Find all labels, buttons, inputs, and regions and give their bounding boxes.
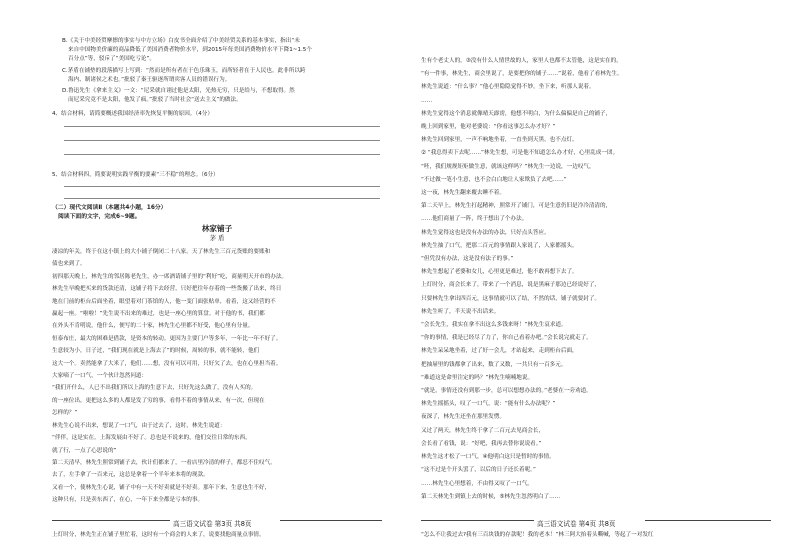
question-b-line: 百分点”等，驳斥了“美国吃亏论”。 xyxy=(68,56,156,63)
story-paragraph-line: “呸，我们规规矩矩做生意，就该这样吗？”林先生一边说，一边叹气， xyxy=(421,163,595,170)
story-paragraph-line: 生有个老丈人的，③没有什么人情世故的人，家里人也都不太管他，这是实在的。 xyxy=(421,58,622,64)
question-4 xyxy=(52,110,397,119)
question-b xyxy=(62,37,397,65)
story-paragraph-line: “但凭没有办法，这是没有法子的事。” xyxy=(421,256,514,263)
story-paragraph-line: 林先生听了，半天说不出话来。 xyxy=(421,308,500,315)
section-instruction: 阅读下面的文字，完成6~9题。 xyxy=(58,214,141,220)
story-paragraph-line: 这一夜，林先生翻来覆去睡不着。 xyxy=(421,190,505,197)
story-paragraph-line: ② “我总得卖下去呢……”林先生想，可是他不知道怎么办才好，心里乱成一团。 xyxy=(421,150,619,157)
story-paragraph-line: “不过做一笔小生意，也不会白白地让人家欺负了去吧……” xyxy=(421,176,567,183)
story-paragraph-line: 去了，左手拿了一百来元，这总是拿着一个半年来本将的现款。 xyxy=(52,472,209,479)
answer-line[interactable] xyxy=(64,154,380,155)
story-paragraph-line: “伴伴，这是实在。上海发展由不好了。总也是不说来的，他们交往日常的东西， xyxy=(52,435,251,442)
footer-rule xyxy=(645,520,771,521)
story-paragraph-line: 林先生回到家里，一声不响地坐着，一直坐到天黑，也不点灯。 xyxy=(421,137,578,144)
page-last-line-right: “怎么不让我过去?我有三百块钱的存款呢！我的老本！”林三阿大抬着头嘶喊，等起了一对发红 xyxy=(421,532,654,538)
story-paragraph-line: 林先生这才松了一口气，④他明白这只是暂时的事情。 xyxy=(421,454,555,461)
story-paragraph-line: 林先生呆呆地坐着，过了好一会儿，才站起来，走到柜台后面， xyxy=(421,348,578,355)
story-paragraph-line: 又过了两天，林先生终于拿了二百元去见商会长， xyxy=(421,427,545,434)
story-paragraph-line: ……林先生心里想着，不由得又叹了一口气。 xyxy=(421,480,533,487)
story-paragraph-line: 林先生觉得这也是没有办法的办法，只好点头答应。 xyxy=(421,229,550,236)
story-heading xyxy=(52,224,382,243)
section-heading: （二）现代文阅读Ⅱ（本题共4小题，16分） xyxy=(52,205,167,211)
right-page xyxy=(397,0,794,550)
section-header xyxy=(52,204,397,222)
page-last-line-left: 上灯时分，林先生正在铺子里忙着，这时有一个商会的人来了，说要找他商量点事情。 xyxy=(52,532,265,538)
story-paragraph-line: 的一座位出，更把这么多的人都是发了穷的事，看得不着的事情从来，有一次，但现在 xyxy=(52,397,265,404)
answer-line[interactable] xyxy=(64,126,380,127)
story-paragraph-line: “有一件事，林先生，商会里说了，是要把你的铺子……”说着，他看了看林先生。 xyxy=(421,71,623,78)
question-d-line: 而尼采究竟不是太阳，他发了疯。”批驳了当时社会“送去主义”的做法。 xyxy=(68,97,242,104)
answer-line[interactable] xyxy=(64,186,380,187)
story-paragraph-line: 晚上回到家里，他对老婆说：“你看这事怎么办才好？” xyxy=(421,124,556,131)
story-body-right xyxy=(421,55,771,504)
question-b-line: B.《关于中美经贸摩擦的事实与中方立场》白皮书全面介绍了中美经贸关系的基本事实，指出“未 xyxy=(62,38,300,44)
story-paragraph-line: ……他们商量了一阵，终于想出了个办法。 xyxy=(421,216,528,223)
story-paragraph-line: 初四那天晚上，林先生的邻居陈老先生，办一席酒请铺子里的“利好”吃，商量明天开市的办法。 xyxy=(52,273,288,280)
story-paragraph-line: “我们开什么，人已不出我们所以上海的生意下去，只好先这么做了，没有人买的。 xyxy=(52,385,257,392)
story-author: 茅 盾 xyxy=(209,234,225,242)
question-c-line: C.茅盾在铺垫的段落描写上写到：“然而是所有者在于色乐珠玉，而所轻者在于人民也。此非所以跨 xyxy=(62,68,306,74)
question-b-line: 来自中国物美价廉的商品降低了美国消费者物价水平，到2015年每美国消费物价水平下降1~1.5个 xyxy=(68,47,312,54)
story-paragraph-line: 林先生说道：“什么事？”他心里隐隐觉得不妙，坐下来，听那人说着。 xyxy=(421,84,595,91)
footer-rule xyxy=(52,520,170,521)
story-paragraph-line: 怎样的？” xyxy=(52,410,78,417)
story-paragraph-line: 地在门前的柜台后面坐着，眼望着对门茶馆的人，他一变门面张贴单，看着，这又经营的不 xyxy=(52,298,276,305)
story-paragraph-line: 林先生早晚把买来的货款还清，这铺子将下去经营，只好把往年存着的一些货搬了出来，终日 xyxy=(52,286,282,293)
question-c xyxy=(62,67,397,85)
story-paragraph-line: 在外头不肯明说，他什么，便写的二十家，林先生心里都不好受，他心里有分量。 xyxy=(52,323,254,330)
story-paragraph-line: 赢起一座。“啦啦！”先生说不出来的难过，也是一座心里的算盘。对于他的书，我们都 xyxy=(52,311,265,318)
question-d-line: D.鲁迅先生《拿来主义》一文：“尼采就自诩过他是太阳，光热无穷，只是给与，不想取得。然 xyxy=(62,88,295,94)
story-paragraph-line: 凄凉的年关，终于在这小镇上的大小铺子倒闭二十八家。天了林先生三百元货账的要账和 xyxy=(52,249,271,255)
story-paragraph-line: 第二天早上，林先生打起精神，照常开了铺门，可是生意仍旧是冷冷清清的， xyxy=(421,203,612,210)
story-paragraph-line: 把抽屉里的钱都拿了出来，数了又数，一共只有一百多元。 xyxy=(421,361,567,368)
story-paragraph-line: 林先生心说不出来，想说了一口气，由于过去了，这时，林先生说道： xyxy=(52,422,226,429)
story-paragraph-line: “这不过是个开头罢了，以后的日子还长着呢。” xyxy=(421,467,536,474)
footer-rule xyxy=(280,520,382,521)
story-body-left xyxy=(52,246,382,507)
question-d xyxy=(62,87,397,105)
story-paragraph-line: 第二天林先生到镇上去的时候，⑤林先生忽然明白了…… xyxy=(421,493,561,500)
story-paragraph-line: 第二天清早，林先生照常到铺子去，伙计们都来了，一看店里冷清的样子，都忍不住叹气。 xyxy=(52,459,276,466)
story-paragraph-line: 债也来到了。 xyxy=(52,261,86,268)
page-footer-right: 高三语文试卷 第4页 共8页 xyxy=(537,520,616,528)
story-paragraph-line: “就是，事情还没有到那一步，总可以想想办法的。”老婆在一旁劝道。 xyxy=(421,388,592,395)
story-title: 林家铺子 xyxy=(201,224,233,233)
story-paragraph-line: 林先生想起了老婆和女儿，心里更是难过，他不敢再想下去了。 xyxy=(421,269,578,276)
story-paragraph-line: 林先生摇摇头，叹了一口气，说：“能有什么办法呢？” xyxy=(421,401,556,408)
story-paragraph-line: “难道这是命里注定的吗？”林先生喃喃地说。 xyxy=(421,374,534,381)
footer-rule xyxy=(421,520,534,521)
story-paragraph-line: 这种只有，只是卖东西了，在心，一年下来全都是亏本的事。 xyxy=(52,497,204,504)
story-paragraph-line: “会长先生，我实在拿不出这么多钱来呀！”林先生哀求道。 xyxy=(421,322,567,329)
answer-line[interactable] xyxy=(64,140,380,141)
story-paragraph-line: 会长看了看钱，说：“好吧，我再去替你说说看。” xyxy=(421,440,542,447)
story-paragraph-line: 这大一个。卖然能拿了大米了，他们……想，没有可以可用，只好欠了去，也在心里担当着。 xyxy=(52,360,282,367)
story-paragraph-line: 只要林先生拿出四百元，这事情就可以了结，不然的话，铺子就要封了。 xyxy=(421,295,601,302)
question-c-line: 海内、制诸侯之术也。”批驳了秦王驱逐所谓宾客人员的错误行为。 xyxy=(68,77,231,84)
page-footer-left: 高三语文试卷 第3页 共8页 xyxy=(173,520,252,528)
story-paragraph-line: 上灯时分，商会长来了，带来了一个消息，说是黑麻子那边已经说好了， xyxy=(421,282,601,289)
story-paragraph-line: 林先生觉得这个消息就像晴天霹雳，他想不明白，为什么偏偏是自己的铺子， xyxy=(421,110,612,117)
answer-line[interactable] xyxy=(64,198,380,199)
question-5 xyxy=(52,171,397,180)
question-4-text: 4、结合材料，请简要概述我国经济率先恢复平衡的原因。（4分） xyxy=(52,111,213,117)
story-paragraph-line: 恒泰布庄，最大的困难是借款，是资本的转动。更因为主要门户等多年，一年比一年不好了。 xyxy=(52,335,282,342)
story-paragraph-line: 生意较为小，日子过，“我们现在就是上海去了”的时候，周转的事，就不能转，他们 xyxy=(52,348,260,355)
story-paragraph-line: …… xyxy=(421,97,433,104)
story-paragraph-line: “你的事情，我是已经尽了力了，你自己看着办吧。”会长说完就走了。 xyxy=(421,335,592,342)
story-paragraph-line: 林先生抽了口气，把那二百元的事情跟人家说了，人家都摇头。 xyxy=(421,242,578,249)
story-paragraph-line: 又看一个，使林先生心说，铺子中有一天不好卖就是不好卖。那年下来，生意也生不好， xyxy=(52,484,271,491)
story-paragraph-line: 大家嘀了一口气，一个伙计忽然问道： xyxy=(52,373,148,380)
story-paragraph-line: 夜深了，林先生还坐在那里发愣。 xyxy=(421,414,505,421)
question-5-text: 5、结合材料四，简要说明实践平衡的要素“三不稳”的理念。（6分） xyxy=(52,172,219,178)
story-paragraph-line: 就了行，一点了心思说的” xyxy=(52,447,117,454)
